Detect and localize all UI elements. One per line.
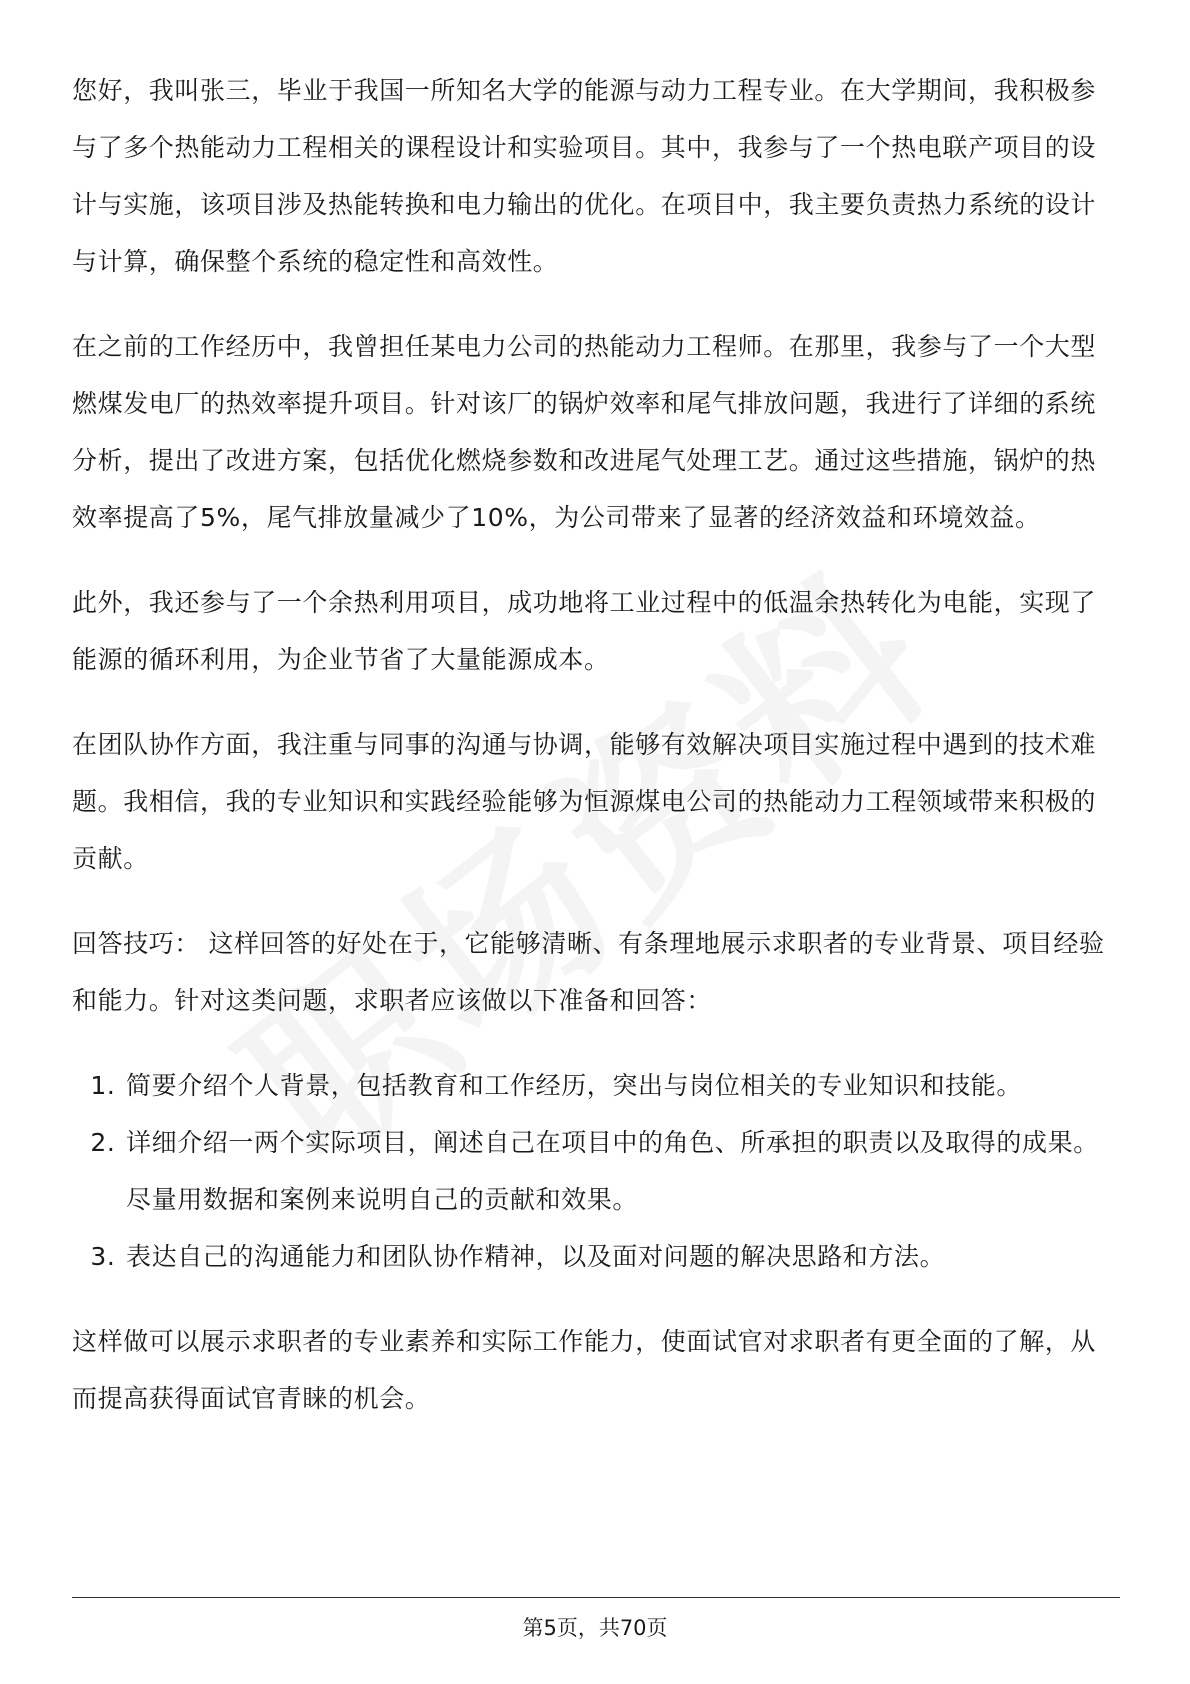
paragraph-closing: 这样做可以展示求职者的专业素养和实际工作能力，使面试官对求职者有更全面的了解，从而提高获得面试官青睐的机会。 [72,1327,1097,1413]
list-item: 3. 表达自己的沟通能力和团队协作精神，以及面对问题的解决思路和方法。 [124,1228,1120,1285]
list-item: 1. 简要介绍个人背景，包括教育和工作经历，突出与岗位相关的专业知识和技能。 [124,1057,1120,1114]
paragraph-work-experience: 在之前的工作经历中，我曾担任某电力公司的热能动力工程师。在那里，我参与了一个大型燃煤发电厂的热效率提升项目。针对该厂的锅炉效率和尾气排放问题，我进行了详细的系统分析，提出了改进方案，包括优化燃烧参数和改进尾气处理工艺。通过这些措施，锅炉的热效率提高了5%，尾气排放量减少了10%，为公司带来了显著的经济效益和环境效益。 [72,332,1097,532]
page-number: 第5页，共70页 [522,1616,668,1640]
paragraph-intro: 您好，我叫张三，毕业于我国一所知名大学的能源与动力工程专业。在大学期间，我积极参与了多个热能动力工程相关的课程设计和实验项目。其中，我参与了一个热电联产项目的设计与实施，该项目涉及热能转换和电力输出的优化。在项目中，我主要负责热力系统的设计与计算，确保整个系统的稳定性和高效性。 [72,76,1097,276]
tips-list [72,1057,1120,1285]
paragraph-teamwork: 在团队协作方面，我注重与同事的沟通与协调，能够有效解决项目实施过程中遇到的技术难题。我相信，我的专业知识和实践经验能够为恒源煤电公司的热能动力工程领域带来积极的贡献。 [72,730,1097,873]
list-item: 2. 详细介绍一两个实际项目，阐述自己在项目中的角色、所承担的职责以及取得的成果。尽量用数据和案例来说明自己的贡献和效果。 [124,1114,1120,1228]
footer-divider [72,1597,1120,1598]
document-body [72,62,1120,1455]
paragraph-answer-tips: 回答技巧： 这样回答的好处在于，它能够清晰、有条理地展示求职者的专业背景、项目经验和能力。针对这类问题，求职者应该做以下准备和回答： [72,929,1105,1015]
paragraph-waste-heat-project: 此外，我还参与了一个余热利用项目，成功地将工业过程中的低温余热转化为电能，实现了能源的循环利用，为企业节省了大量能源成本。 [72,588,1097,674]
